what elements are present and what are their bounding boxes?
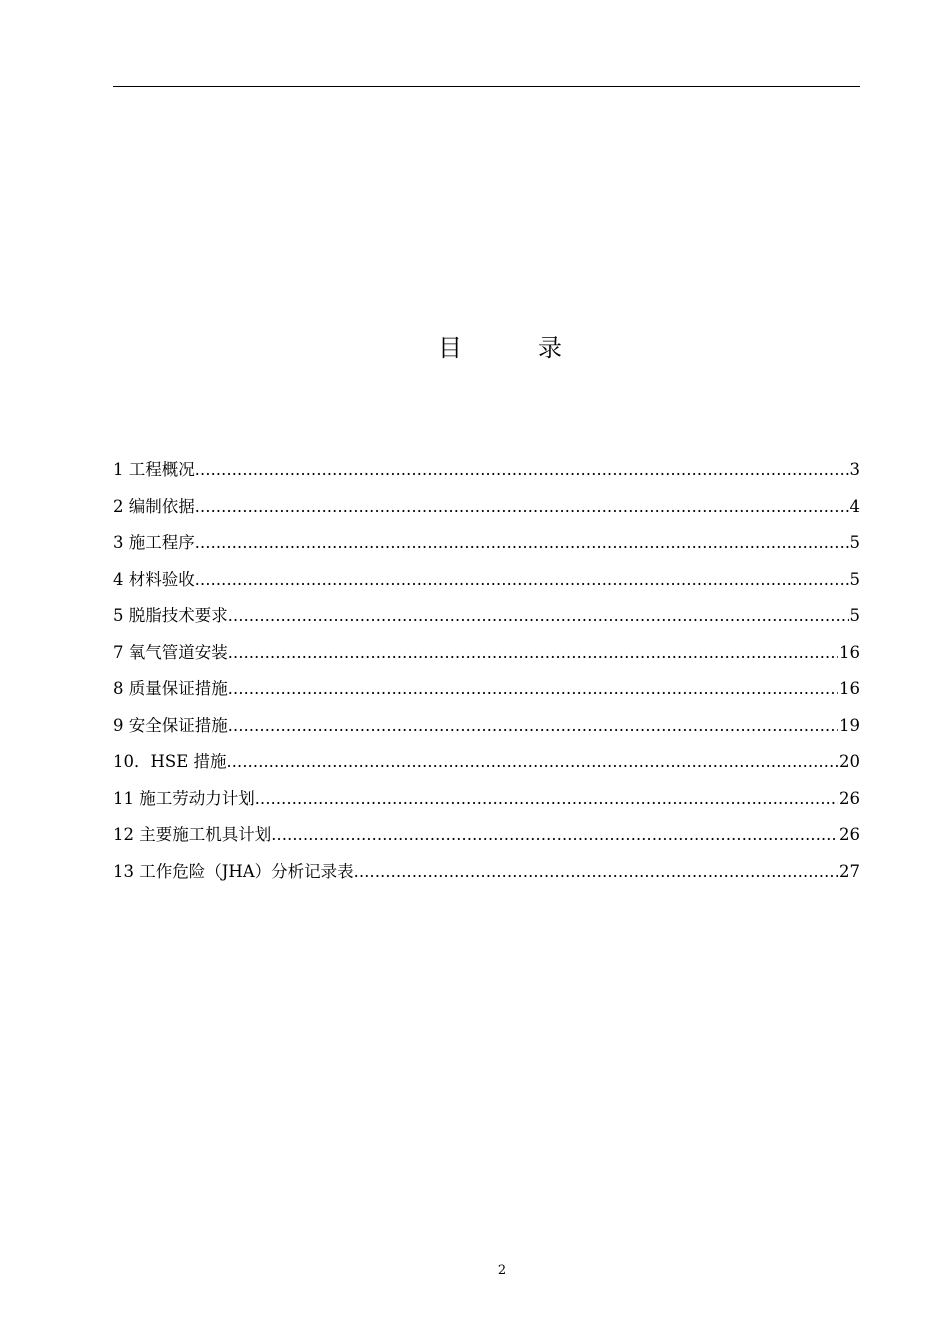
header-rule: [113, 86, 860, 87]
toc-entry-label: 13 工作危险（JHA）分析记录表: [113, 861, 354, 881]
toc-dot-leader: [195, 492, 849, 522]
toc-entry-page: 5: [849, 533, 860, 552]
toc-dot-leader: [226, 747, 838, 777]
toc-entry-label: 4 材料验收: [113, 569, 195, 589]
toc-entry-page: 26: [839, 788, 860, 808]
toc-entry-label: 8 质量保证措施: [113, 679, 228, 698]
toc-dot-leader: [228, 638, 838, 668]
toc-entry[interactable]: [113, 638, 860, 675]
toc-entry-page: 5: [849, 606, 860, 625]
toc-entry[interactable]: [113, 747, 860, 784]
toc-entry[interactable]: [113, 784, 860, 821]
toc-entry-page: 4: [849, 496, 860, 516]
toc-entry-label: 3 施工程序: [113, 533, 195, 552]
toc-entry-page: 5: [849, 569, 860, 589]
toc-entry[interactable]: [113, 455, 860, 492]
toc-dot-leader: [255, 784, 838, 814]
toc-entry-label: 9 安全保证措施: [113, 715, 228, 735]
toc-entry-page: 16: [839, 679, 860, 698]
toc-dot-leader: [228, 674, 838, 704]
toc-entry-page: 20: [839, 752, 860, 771]
toc-entry-label: 10．HSE 措施: [113, 752, 227, 771]
toc-title-char-2: 录: [538, 334, 562, 362]
toc-entry[interactable]: [113, 674, 860, 711]
toc-dot-leader: [271, 820, 838, 850]
toc-dot-leader: [354, 857, 838, 887]
toc-entry-label: 5 脱脂技术要求: [113, 606, 228, 625]
toc-title: [0, 330, 950, 366]
toc-dot-leader: [228, 601, 849, 631]
toc-entry-page: 26: [839, 825, 860, 844]
toc-entry-page: 16: [839, 642, 860, 662]
toc-entry-label: 11 施工劳动力计划: [113, 788, 255, 808]
toc-entry-label: 2 编制依据: [113, 496, 195, 516]
toc-dot-leader: [195, 565, 849, 595]
toc-entry[interactable]: [113, 601, 860, 638]
toc-entry-page: 19: [839, 715, 860, 735]
toc-entry-label: 1 工程概况: [113, 460, 195, 479]
toc-entry-label: 7 氧气管道安装: [113, 642, 228, 662]
toc-entry[interactable]: [113, 711, 860, 748]
toc-entry-page: 27: [839, 861, 860, 881]
toc-entry-page: 3: [849, 460, 860, 479]
toc-title-char-1: 目: [438, 334, 462, 362]
toc-entry[interactable]: [113, 565, 860, 602]
toc-entry[interactable]: [113, 492, 860, 529]
toc-dot-leader: [195, 528, 849, 558]
page-number: 2: [497, 1263, 507, 1278]
toc-entry[interactable]: [113, 857, 860, 894]
table-of-contents: [113, 455, 860, 893]
toc-entry-label: 12 主要施工机具计划: [113, 825, 272, 844]
toc-dot-leader: [195, 455, 849, 485]
toc-entry[interactable]: [113, 820, 860, 857]
toc-entry[interactable]: [113, 528, 860, 565]
toc-dot-leader: [228, 711, 838, 741]
